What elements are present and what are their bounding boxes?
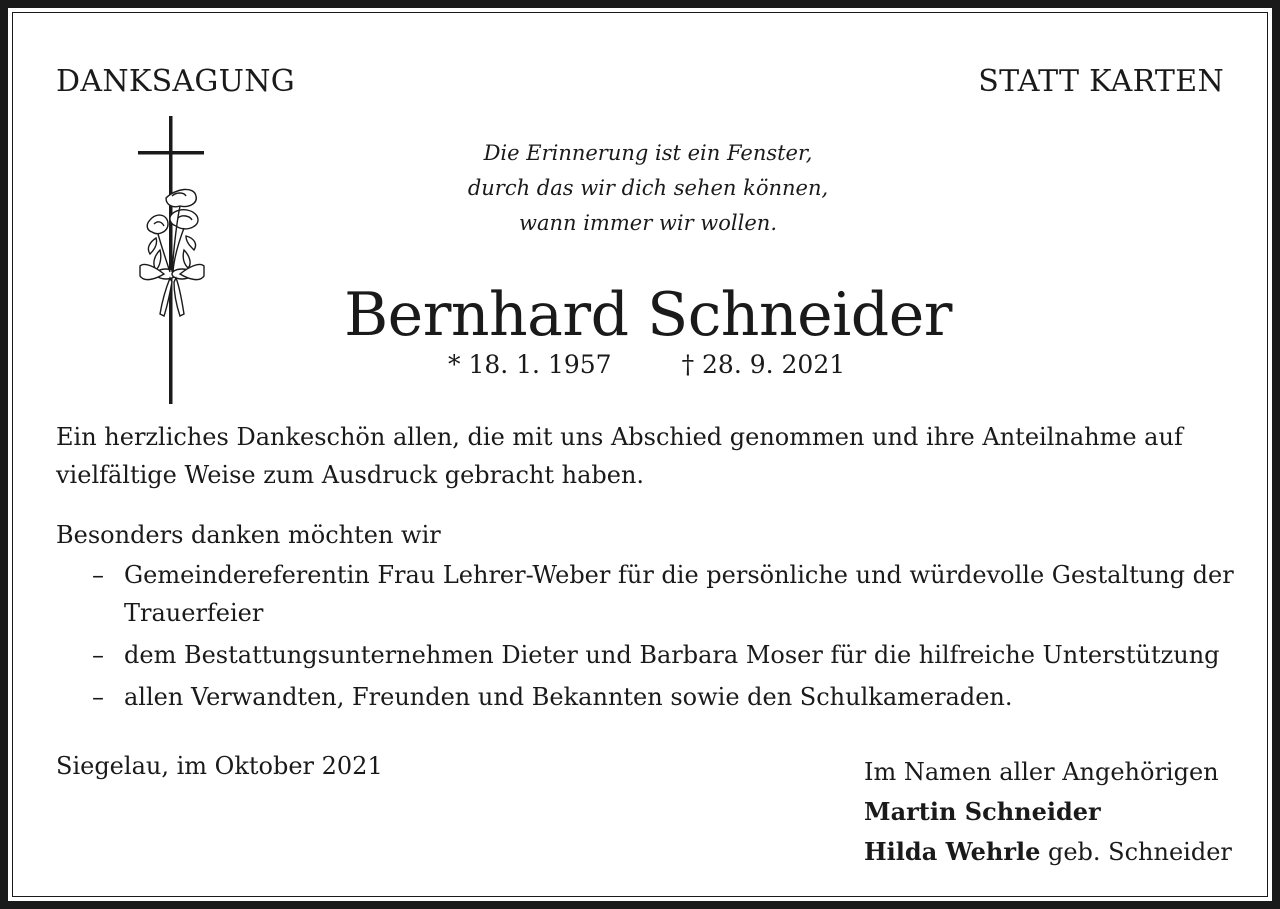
list-dash: – xyxy=(92,561,104,589)
signature-intro: Im Namen aller Angehörigen xyxy=(864,758,1219,786)
heading-statt-karten: STATT KARTEN xyxy=(978,64,1224,99)
special-thanks-intro: Besonders danken möchten wir xyxy=(56,521,441,549)
list-item-text: allen Verwandten, Freunden und Bekannten sowie den Schulkameraden. xyxy=(124,683,1013,711)
signer-martin: Martin Schneider xyxy=(864,797,1101,826)
quote-line: Die Erinnerung ist ein Fenster, xyxy=(483,141,813,165)
list-item xyxy=(56,556,1240,632)
deceased-name: Bernhard Schneider xyxy=(344,280,952,350)
heading-danksagung: DANKSAGUNG xyxy=(56,64,296,99)
life-dates xyxy=(448,350,845,379)
thanks-list xyxy=(56,556,1240,720)
list-item xyxy=(56,678,1240,716)
place-and-date: Siegelau, im Oktober 2021 xyxy=(56,752,383,780)
signer-hilda: Hilda Wehrle xyxy=(864,837,1041,866)
quote-block xyxy=(288,136,1008,241)
quote-line: durch das wir dich sehen können, xyxy=(467,176,829,200)
death-date: † 28. 9. 2021 xyxy=(681,350,846,379)
signature-block xyxy=(864,752,1232,872)
signer-hilda-maiden-name: geb. Schneider xyxy=(1040,838,1232,866)
list-dash: – xyxy=(92,641,104,669)
thanks-paragraph: Ein herzliches Dankeschön allen, die mit uns Abschied genommen und ihre Anteilnahme auf vielfältige Weise zum Ausdruck gebracht haben. xyxy=(56,423,1183,489)
birth-date: * 18. 1. 1957 xyxy=(448,350,612,379)
quote-line: wann immer wir wollen. xyxy=(519,211,777,235)
list-item-text: Gemeindereferentin Frau Lehrer-Weber für die persönliche und würdevolle Gestaltung der Trauerfeier xyxy=(124,561,1234,627)
cross-with-roses-icon xyxy=(136,116,208,404)
list-dash: – xyxy=(92,683,104,711)
list-item xyxy=(56,636,1240,674)
list-item-text: dem Bestattungsunternehmen Dieter und Barbara Moser für die hilfreiche Unterstützung xyxy=(124,641,1220,669)
